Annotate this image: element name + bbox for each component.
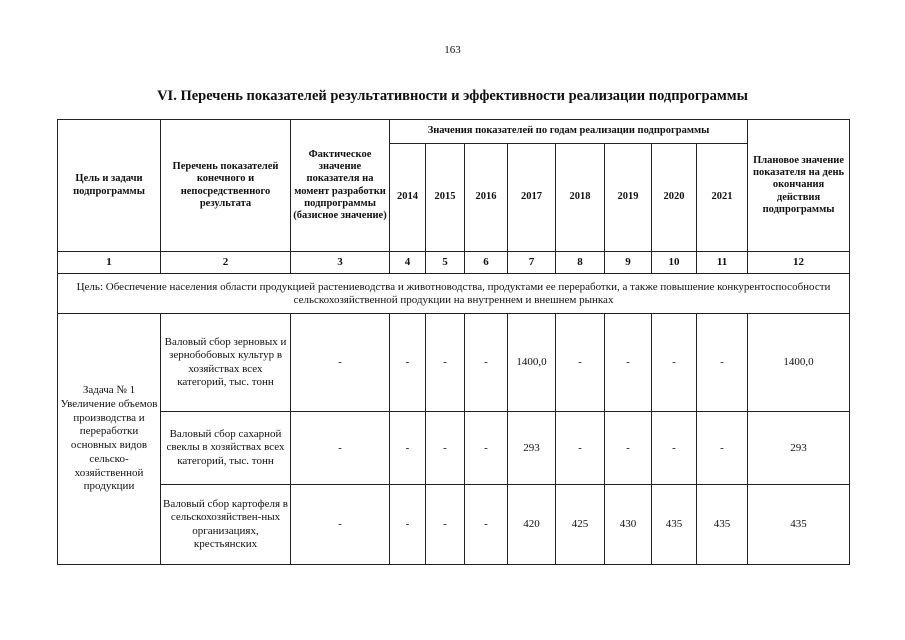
column-number: 4 (390, 252, 426, 274)
column-number: 9 (605, 252, 652, 274)
header-goal-tasks: Цель и задачи подпрограммы (58, 120, 161, 252)
header-indicators-list: Перечень показателей конечного и непосредственного результата (161, 120, 291, 252)
base-value: - (291, 314, 390, 412)
table-row (58, 485, 850, 565)
goal-row (58, 274, 850, 314)
page-number: 163 (444, 44, 461, 56)
year-value: - (390, 485, 426, 565)
column-number: 11 (697, 252, 748, 274)
year-value: 435 (697, 485, 748, 565)
column-number: 1 (58, 252, 161, 274)
year-value: - (652, 314, 697, 412)
header-year: 2015 (426, 144, 465, 252)
year-value: - (390, 314, 426, 412)
indicator-name: Валовый сбор картофеля в сельскохозяйствен-ных организациях, крестьянских (161, 485, 291, 565)
header-year: 2020 (652, 144, 697, 252)
task-description: Задача № 1 Увеличение объемов производства и переработки основных видов сельско-хозяйственной продукции (58, 314, 161, 565)
year-value: 1400,0 (508, 314, 556, 412)
header-year: 2019 (605, 144, 652, 252)
base-value: - (291, 485, 390, 565)
header-row-top (58, 120, 850, 144)
column-number: 2 (161, 252, 291, 274)
header-base-value: Фактическое значение показателя на момент разработки подпрограммы (базисное значение) (291, 120, 390, 252)
column-number: 5 (426, 252, 465, 274)
year-value: - (390, 412, 426, 485)
header-year: 2021 (697, 144, 748, 252)
year-value: 435 (652, 485, 697, 565)
planned-value: 435 (748, 485, 850, 565)
year-value: 420 (508, 485, 556, 565)
column-number: 12 (748, 252, 850, 274)
year-value: - (426, 314, 465, 412)
year-value: 430 (605, 485, 652, 565)
table-row (58, 412, 850, 485)
header-year: 2016 (465, 144, 508, 252)
year-value: - (426, 485, 465, 565)
year-value: - (697, 314, 748, 412)
header-year: 2017 (508, 144, 556, 252)
column-number: 8 (556, 252, 605, 274)
year-value: - (556, 412, 605, 485)
year-value: - (426, 412, 465, 485)
year-value: - (652, 412, 697, 485)
header-planned-value: Плановое значение показателя на день окончания действия подпрограммы (748, 120, 850, 252)
base-value: - (291, 412, 390, 485)
year-value: 293 (508, 412, 556, 485)
year-value: 425 (556, 485, 605, 565)
goal-text: Цель: Обеспечение населения области продукцией растениеводства и животноводства, продуктами ее переработки, а также повышение конкурентоспособности сельскохозяйственной продукции на внутреннем и внешнем рынках (58, 274, 850, 314)
column-number: 7 (508, 252, 556, 274)
section-title: VI. Перечень показателей результативности и эффективности реализации подпрограммы (157, 88, 748, 104)
year-value: - (465, 314, 508, 412)
column-number: 10 (652, 252, 697, 274)
year-value: - (605, 314, 652, 412)
table-row (58, 314, 850, 412)
header-year: 2014 (390, 144, 426, 252)
planned-value: 1400,0 (748, 314, 850, 412)
year-value: - (465, 412, 508, 485)
year-value: - (465, 485, 508, 565)
header-years-group: Значения показателей по годам реализации подпрограммы (390, 120, 748, 144)
indicators-table (57, 119, 850, 565)
header-year: 2018 (556, 144, 605, 252)
column-number: 3 (291, 252, 390, 274)
column-numbers-row (58, 252, 850, 274)
year-value: - (556, 314, 605, 412)
year-value: - (605, 412, 652, 485)
year-value: - (697, 412, 748, 485)
indicator-name: Валовый сбор сахарной свеклы в хозяйствах всех категорий, тыс. тонн (161, 412, 291, 485)
planned-value: 293 (748, 412, 850, 485)
column-number: 6 (465, 252, 508, 274)
indicator-name: Валовый сбор зерновых и зернобобовых культур в хозяйствах всех категорий, тыс. тонн (161, 314, 291, 412)
